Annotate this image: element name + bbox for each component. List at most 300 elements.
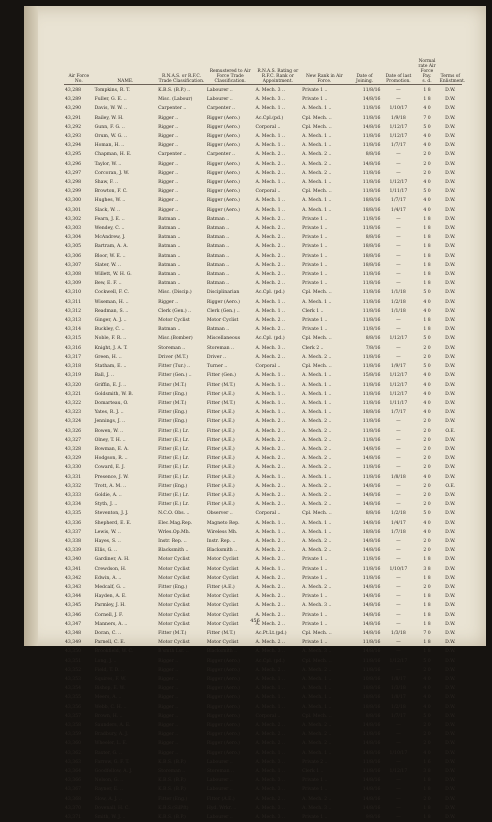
cell-terms: D.W. (445, 400, 456, 406)
header-pay-label: Normal rate Air Force Pay. (418, 59, 436, 79)
cell-air-force-no: 43,299 (65, 189, 82, 195)
cell-rnas-trade: Carpenter .. (158, 152, 187, 158)
cell-remustered-trade: Fitter (A.E.) (206, 428, 235, 434)
cell-rnas-trade: Fitter (Eng.) (158, 483, 188, 489)
cell-date-joining: 14/8/16 (362, 456, 381, 462)
cell-date-joining: 11/8/16 (362, 354, 381, 360)
cell-rnas-trade: Driver (M.T.) (158, 354, 189, 360)
cell-remustered-trade: Turner .. (206, 364, 228, 370)
cell-air-force-no: 43,317 (65, 354, 82, 360)
cell-remustered-trade: Miscellaneous (206, 336, 241, 342)
table-row (64, 749, 462, 758)
cell-date-promotion: — (396, 584, 401, 590)
cell-rnas-trade: Motor Cyclist (158, 318, 190, 324)
cell-rnas-trade: Fitter (E.) Lr. (158, 428, 189, 434)
cell-air-force-no: 43,336 (65, 520, 82, 526)
cell-remustered-trade: Rigger (Aero.) (206, 686, 240, 692)
cell-terms: D.W. (445, 566, 456, 572)
cell-air-force-no: 43,289 (65, 97, 82, 103)
table-row (64, 629, 462, 638)
cell-rnas-trade: Batman .. (158, 216, 181, 222)
cell-remustered-trade: Rigger (Aero.) (206, 189, 240, 195)
cell-remustered-trade: Batman .. (206, 327, 230, 333)
cell-air-force-no: 43,356 (65, 704, 82, 710)
cell-new-rank: Private 1 .. (302, 815, 328, 821)
cell-date-joining: 11/8/16 (362, 180, 381, 186)
cell-rnas-trade: Motor Cyclist (158, 594, 190, 600)
cell-terms: D.W. (445, 474, 456, 480)
cell-date-joining: 14/8/16 (362, 161, 381, 167)
cell-air-force-no: 43,360 (65, 741, 82, 747)
cell-pay: 4 0 (423, 695, 431, 701)
cell-rnas-rating: A. Mech. 2 .. (255, 253, 285, 259)
cell-air-force-no: 43,296 (65, 161, 82, 167)
cell-rnas-trade: Carpenter .. (158, 106, 187, 112)
cell-new-rank: Private 1 .. (302, 594, 328, 600)
cell-name: Willett, W. H. G. (94, 272, 132, 278)
cell-rnas-rating: A. Mech. 1 .. (255, 704, 285, 710)
cell-rnas-rating: A. Mech. 2 .. (255, 281, 285, 287)
cell-rnas-trade: Batman .. (158, 272, 181, 278)
cell-rnas-trade: Rigger .. (158, 658, 179, 664)
cell-air-force-no: 43,312 (65, 308, 82, 314)
cell-remustered-trade: Batman .. (206, 253, 230, 259)
cell-air-force-no: 43,302 (65, 216, 82, 222)
cell-date-joining: 14/8/16 (362, 805, 381, 811)
cell-date-joining: 14/8/16 (362, 584, 381, 590)
cell-new-rank: Clerk 2 .. (302, 345, 324, 351)
cell-rnas-rating: A. Mech. 1 .. (255, 308, 285, 314)
cell-name: Domarteau, O. (94, 400, 129, 406)
cell-name: Wheeler, L. E. (94, 741, 128, 747)
cell-new-rank: A. Mech. 1 .. (302, 382, 332, 388)
cell-new-rank: A. Mech. 1 .. (302, 529, 332, 535)
cell-rnas-rating: A. Mech. 2 .. (255, 492, 285, 498)
cell-terms: D.W. (445, 152, 456, 158)
table-row (64, 491, 462, 500)
cell-name: Bradbury, A. J. (94, 732, 129, 738)
cell-rnas-trade: Fitter (M.T.) (158, 382, 187, 388)
cell-rnas-trade: Clerk (Gen.) .. (158, 308, 192, 314)
table-row (64, 675, 462, 684)
cell-terms: D.W. (445, 695, 456, 701)
cell-date-promotion: — (396, 446, 401, 452)
cell-pay: 2 0 (423, 428, 431, 434)
cell-terms: D.W. (445, 272, 456, 278)
cell-terms: D.W. (445, 492, 456, 498)
cell-rnas-rating: A. Mech. 1 .. (255, 769, 285, 775)
table-row (64, 408, 462, 417)
cell-rnas-trade: Rigger .. (158, 677, 179, 682)
cell-date-joining: 11/8/16 (362, 428, 381, 434)
table-row (64, 721, 462, 730)
cell-date-joining: 11/8/16 (362, 557, 381, 563)
cell-name: Steventon, J. J. (94, 511, 129, 517)
cell-rnas-trade: Batman .. (158, 235, 181, 241)
cell-terms: D.W. (445, 382, 456, 388)
cell-terms: D.W. (445, 713, 456, 719)
cell-date-promotion: — (396, 327, 401, 333)
cell-pay: 1 8 (423, 640, 431, 646)
cell-name: Parmley, J. H. (94, 603, 126, 609)
header-name: NAME. (117, 79, 134, 84)
cell-rnas-trade: Rigger .. (158, 189, 179, 195)
cell-date-joining: 14/8/16 (362, 446, 381, 452)
cell-air-force-no: 43,310 (65, 290, 82, 296)
cell-remustered-trade: Instr. Rep. .. (206, 538, 236, 544)
cell-terms: D.W. (445, 594, 456, 600)
cell-date-promotion: — (396, 667, 401, 673)
table-row (64, 427, 462, 436)
table-row (64, 114, 462, 123)
cell-air-force-no: 43,307 (65, 262, 82, 268)
cell-terms: D.W. (445, 253, 456, 259)
cell-rnas-trade: Fitter (Eng.) (158, 391, 188, 397)
cell-rnas-rating: A. Mech. 1 .. (255, 520, 285, 526)
cell-rnas-trade: B'smth Lsr. .. (158, 649, 189, 655)
header-remustered-trade: Remustered to Air Force Trade Classification. (209, 69, 251, 84)
cell-terms: D.W. (445, 115, 456, 121)
table-row (64, 693, 462, 702)
cell-air-force-no: 43,366 (65, 778, 82, 784)
cell-air-force-no: 43,334 (65, 502, 82, 508)
cell-name: Bew, E. F. .. (94, 281, 122, 287)
cell-rnas-rating: A. Mech. 2 .. (255, 548, 285, 554)
cell-remustered-trade: Fitter (A.E.) (206, 474, 235, 480)
cell-terms: D.W. (445, 170, 456, 176)
cell-remustered-trade: Wireless Mh. (206, 529, 238, 535)
table-body (64, 86, 462, 822)
table-row (64, 712, 462, 721)
cell-remustered-trade: Storeman .. (206, 769, 234, 775)
cell-pay: 1 6 (423, 759, 431, 765)
cell-terms: D.W. (445, 612, 456, 618)
cell-remustered-trade: Observer .. (206, 511, 233, 517)
cell-date-joining: 18/8/16 (362, 262, 381, 268)
cell-pay: 2 0 (423, 170, 431, 176)
cell-air-force-no: 43,308 (65, 272, 82, 278)
cell-rnas-trade: Rigger .. (158, 207, 179, 213)
cell-rnas-rating: A. Mech. 1 .. (255, 695, 285, 701)
cell-new-rank: Private 1 .. (302, 318, 328, 324)
cell-rnas-rating: A. Mech. 2 .. (255, 640, 285, 646)
table-row (64, 104, 462, 113)
cell-rnas-rating: A. Mech. 2 .. (255, 741, 285, 747)
cell-date-promotion: 1/2/18 (391, 511, 406, 517)
cell-date-promotion: 1/10/17 (389, 566, 408, 572)
cell-date-promotion: — (396, 483, 401, 489)
cell-date-joining: 11/8/16 (362, 281, 381, 287)
cell-name: Slack, W. .. (94, 207, 121, 213)
cell-date-promotion: — (396, 281, 401, 287)
cell-rnas-trade: Misc. (Labour) (158, 97, 193, 103)
cell-date-promotion: 1/9/18 (391, 115, 406, 121)
table-row (64, 519, 462, 528)
cell-new-rank: Clerk 1 .. (302, 769, 324, 775)
cell-air-force-no: 43,357 (65, 713, 82, 719)
cell-new-rank: A. Mech. 2 .. (302, 170, 332, 176)
cell-rnas-trade: Blacksmith .. (158, 548, 189, 554)
cell-rnas-rating: Corporal .. (255, 511, 281, 517)
cell-date-promotion: 1/7/17 (391, 143, 406, 149)
cell-air-force-no: 43,304 (65, 235, 82, 241)
cell-pay: 4 0 (423, 750, 431, 756)
cell-air-force-no: 43,331 (65, 474, 82, 480)
cell-date-promotion: 1/2/18 (391, 704, 406, 710)
cell-date-promotion: 1/12/17 (389, 391, 408, 397)
cell-pay: 4 0 (423, 308, 431, 314)
cell-rnas-trade: Fitter (Tur.) .. (158, 364, 190, 370)
cell-terms: D.W. (445, 124, 456, 130)
cell-rnas-rating: A. Mech. 3 .. (255, 97, 285, 103)
cell-rnas-rating: A. Mech. 2 .. (255, 428, 285, 434)
cell-remustered-trade: Rigger (Aero.) (206, 704, 240, 710)
cell-date-promotion: 1/8/18 (391, 474, 406, 480)
cell-air-force-no: 43,359 (65, 732, 82, 738)
cell-air-force-no: 43,300 (65, 198, 82, 204)
cell-air-force-no: 43,340 (65, 557, 82, 563)
cell-terms: D.W. (445, 88, 456, 93)
cell-pay: 2 0 (423, 741, 431, 747)
cell-date-joining: 11/8/16 (362, 290, 381, 296)
cell-rnas-trade: Rigger .. (158, 161, 179, 167)
cell-date-promotion: — (396, 649, 401, 655)
cell-new-rank: Private 1 .. (302, 281, 328, 287)
cell-rnas-rating: A. Mech. 2 .. (255, 161, 285, 167)
cell-terms: D.W. (445, 216, 456, 222)
cell-pay: 2 0 (423, 345, 431, 351)
cell-terms: D.W. (445, 410, 456, 416)
cell-date-joining: 11/8/16 (362, 575, 381, 581)
table-row (64, 187, 462, 196)
cell-date-promotion: — (396, 253, 401, 259)
cell-name: Hayes, S. .. (94, 538, 121, 544)
cell-pay: 5 0 (423, 124, 431, 130)
cell-name: Readman, S. .. (94, 308, 129, 314)
table-row (64, 95, 462, 104)
cell-date-promotion: — (396, 437, 401, 443)
cell-remustered-trade: Fitter (Gen.) (206, 373, 236, 379)
cell-terms: D.W. (445, 815, 456, 821)
cell-date-joining: 14/8/16 (362, 97, 381, 103)
cell-pay: 1 8 (423, 262, 431, 268)
cell-new-rank: Private 1 .. (302, 566, 328, 572)
cell-date-promotion: 1/12/17 (389, 180, 408, 186)
cell-rnas-trade: K.B.S. (B.P.) (158, 778, 186, 784)
cell-date-joining: 11/8/16 (362, 327, 381, 333)
cell-remustered-trade: Rigger (Aero.) (206, 299, 240, 305)
table-row (64, 206, 462, 215)
cell-rnas-rating: A. Mech. 2 .. (255, 244, 285, 250)
cell-date-promotion: 1/12/17 (389, 658, 408, 664)
cell-new-rank: A. Mech. 1 .. (302, 106, 332, 112)
cell-rnas-trade: Instr. Rep. .. (158, 538, 187, 544)
cell-rnas-trade: Rigger .. (158, 686, 179, 692)
cell-rnas-rating: A. Mech. 1 .. (255, 750, 285, 756)
cell-name: Baxter, G. .. (94, 750, 122, 756)
cell-date-joining: 14/8/16 (362, 603, 381, 609)
cell-terms: D.W. (445, 198, 456, 204)
cell-date-promotion: 1/7/18 (391, 529, 406, 535)
cell-date-promotion: 1/7/17 (391, 713, 406, 719)
cell-name: Crewdson, H. (94, 566, 127, 572)
cell-new-rank: A. Mech. 3 .. (302, 603, 332, 609)
cell-remustered-trade: Rigger (Aero.) (206, 115, 240, 121)
cell-remustered-trade: Rigger (Aero.) (206, 207, 240, 213)
table-row (64, 767, 462, 776)
cell-terms: D.W. (445, 621, 456, 627)
cell-rnas-rating: A. Mech. 3 .. (255, 805, 285, 811)
cell-new-rank: Private 1 .. (302, 88, 328, 93)
cell-name: Trott, A. M. .. (94, 483, 127, 489)
cell-new-rank: Private 1 .. (302, 216, 328, 222)
cell-remustered-trade: Batman .. (206, 216, 230, 222)
cell-date-joining: 11/8/16 (362, 667, 381, 673)
cell-name: Hughes, W. .. (94, 198, 126, 204)
cell-name: Saunders, A. E. (94, 723, 131, 729)
cell-rnas-rating: A. Mech. 2 .. (255, 502, 285, 508)
cell-remustered-trade: Disciplinarian (206, 290, 240, 296)
cell-rnas-trade: K.B.S. (B.P.) (158, 787, 186, 793)
cell-pay: 1 8 (423, 235, 431, 241)
table-row (64, 739, 462, 748)
cell-rnas-rating: A. Mech. 1 .. (255, 566, 285, 572)
cell-new-rank: A. Mech. 1 .. (302, 400, 332, 406)
cell-rnas-rating: Corporal .. (255, 713, 281, 719)
header-rnas-rating: R.N.A.S. Rating or R.F.C. Rank or Appointment. (257, 69, 299, 84)
cell-rnas-rating: A. Mech. 2 .. (255, 318, 285, 324)
cell-date-promotion: — (396, 723, 401, 729)
table-row (64, 509, 462, 518)
cell-date-promotion: 1/1/18 (391, 308, 406, 314)
cell-air-force-no: 43,321 (65, 391, 82, 397)
page-number: 456 (250, 618, 260, 624)
cell-new-rank: A. Mech. 2 .. (302, 161, 332, 167)
cell-remustered-trade: Batman .. (206, 281, 230, 287)
cell-new-rank: A. Mech. 1 .. (302, 750, 332, 756)
cell-rnas-rating: A. Mech. 1 .. (255, 134, 285, 140)
cell-date-joining: 14/8/16 (362, 787, 381, 793)
cell-rnas-trade: Fitter (E.) Lr. (158, 502, 189, 508)
cell-air-force-no: 43,316 (65, 345, 82, 351)
cell-date-joining: 8/8/16 (365, 511, 381, 517)
cell-name: Bowman, E. A. (94, 446, 129, 452)
cell-date-promotion: — (396, 787, 401, 793)
cell-remustered-trade: Motor Cyclist (206, 612, 239, 618)
cell-terms: D.W. (445, 603, 456, 609)
cell-date-promotion: — (396, 235, 401, 241)
cell-date-joining: 11/8/16 (362, 115, 381, 121)
cell-air-force-no: 43,354 (65, 686, 82, 692)
cell-name: Cornell, J. F. (94, 612, 123, 618)
cell-name: Browton, F. C. (94, 189, 128, 195)
cell-name: Presence, J. W. (94, 474, 129, 480)
cell-date-joining: 18/8/16 (362, 198, 381, 204)
cell-air-force-no: 43,338 (65, 538, 82, 544)
cell-date-joining: 14/8/16 (362, 594, 381, 600)
cell-air-force-no: 43,298 (65, 180, 82, 186)
cell-new-rank: A. Mech. 1 .. (302, 180, 332, 186)
table-row (64, 362, 462, 371)
cell-date-promotion: — (396, 575, 401, 581)
cell-remustered-trade: Storeman .. (206, 345, 234, 351)
cell-remustered-trade: Fitter (M.T.) (206, 382, 236, 388)
cell-remustered-trade: Rigger (Aero.) (206, 124, 240, 130)
cell-new-rank: Private 1 .. (302, 97, 328, 103)
cell-name: Shepherd, E. E. (94, 520, 132, 526)
cell-terms: D.W. (445, 106, 456, 112)
cell-date-joining: 18/8/16 (362, 207, 381, 213)
cell-date-promotion: 1/4/17 (391, 207, 406, 213)
cell-name: Fearn, J. E. .. (94, 216, 125, 222)
cell-date-joining: 14/8/16 (362, 520, 381, 526)
cell-air-force-no: 43,306 (65, 253, 82, 259)
cell-terms: D.W. (445, 281, 456, 287)
cell-pay: 5 0 (423, 290, 431, 296)
cell-name: Orum, W. G. .. (94, 134, 128, 140)
cell-new-rank: Private 1 .. (302, 226, 328, 232)
cell-rnas-rating: Corporal .. (255, 124, 281, 130)
cell-rnas-trade: Rigger .. (158, 741, 179, 747)
cell-remustered-trade: Motor Cyclist (206, 318, 239, 324)
cell-remustered-trade: Fitter (A.E.) (206, 437, 235, 443)
cell-date-joining: 9/8/16 (365, 815, 381, 821)
cell-rnas-trade: Batman .. (158, 327, 181, 333)
cell-new-rank: A. Mech. 2 .. (302, 483, 332, 489)
cell-rnas-rating: A. Mech. 2 .. (255, 465, 285, 471)
cell-new-rank: A. Mech. 2 .. (302, 667, 332, 673)
cell-pay: 2 0 (423, 723, 431, 729)
cell-date-joining: 14/8/16 (362, 538, 381, 544)
cell-rnas-rating: A. Mech. 3 .. (255, 778, 285, 784)
cell-rnas-trade: Batman .. (158, 244, 181, 250)
cell-pay: 1 8 (423, 612, 431, 618)
cell-name: Bartram, A. A. (94, 244, 129, 250)
cell-rnas-rating: A. Mech. 2 .. (255, 437, 285, 443)
cell-pay: 4 0 (423, 474, 431, 480)
cell-terms: D.W. (445, 345, 456, 351)
cell-terms: D.W. (445, 456, 456, 462)
cell-date-promotion: 1/8/17 (391, 695, 406, 701)
cell-air-force-no: 43,345 (65, 603, 82, 609)
table-row (64, 785, 462, 794)
cell-air-force-no: 43,311 (65, 299, 82, 305)
cell-rnas-rating: A. Mech. 1 .. (255, 198, 285, 204)
cell-remustered-trade: Motor Cyclist (206, 557, 239, 563)
cell-air-force-no: 43,292 (65, 124, 82, 130)
cell-date-promotion: — (396, 262, 401, 268)
cell-pay: 2 0 (423, 446, 431, 452)
cell-remustered-trade: Labourer .. (206, 787, 233, 793)
cell-new-rank: Private 1 .. (302, 787, 328, 793)
cell-pay: 1 8 (423, 787, 431, 793)
cell-rnas-rating: A. Mech. 1 .. (255, 106, 285, 112)
cell-terms: D.W. (445, 161, 456, 167)
cell-date-joining: 11/8/16 (362, 382, 381, 388)
cell-remustered-trade: Rigger (Aero.) (206, 180, 240, 186)
cell-new-rank: A. Mech. 2 .. (302, 538, 332, 544)
cell-pay: 4 0 (423, 143, 431, 149)
cell-date-promotion: — (396, 502, 401, 508)
cell-pay: 5 0 (423, 713, 431, 719)
cell-air-force-no: 43,337 (65, 529, 82, 535)
cell-rnas-rating: Ac.Cpl.(pd.) (255, 115, 284, 121)
cell-rnas-trade: Motor Cyclist (158, 557, 190, 563)
cell-air-force-no: 43,350 (65, 649, 82, 655)
table-row (64, 215, 462, 224)
cell-date-promotion: — (396, 272, 401, 278)
cell-rnas-trade: Rigger .. (158, 750, 179, 756)
